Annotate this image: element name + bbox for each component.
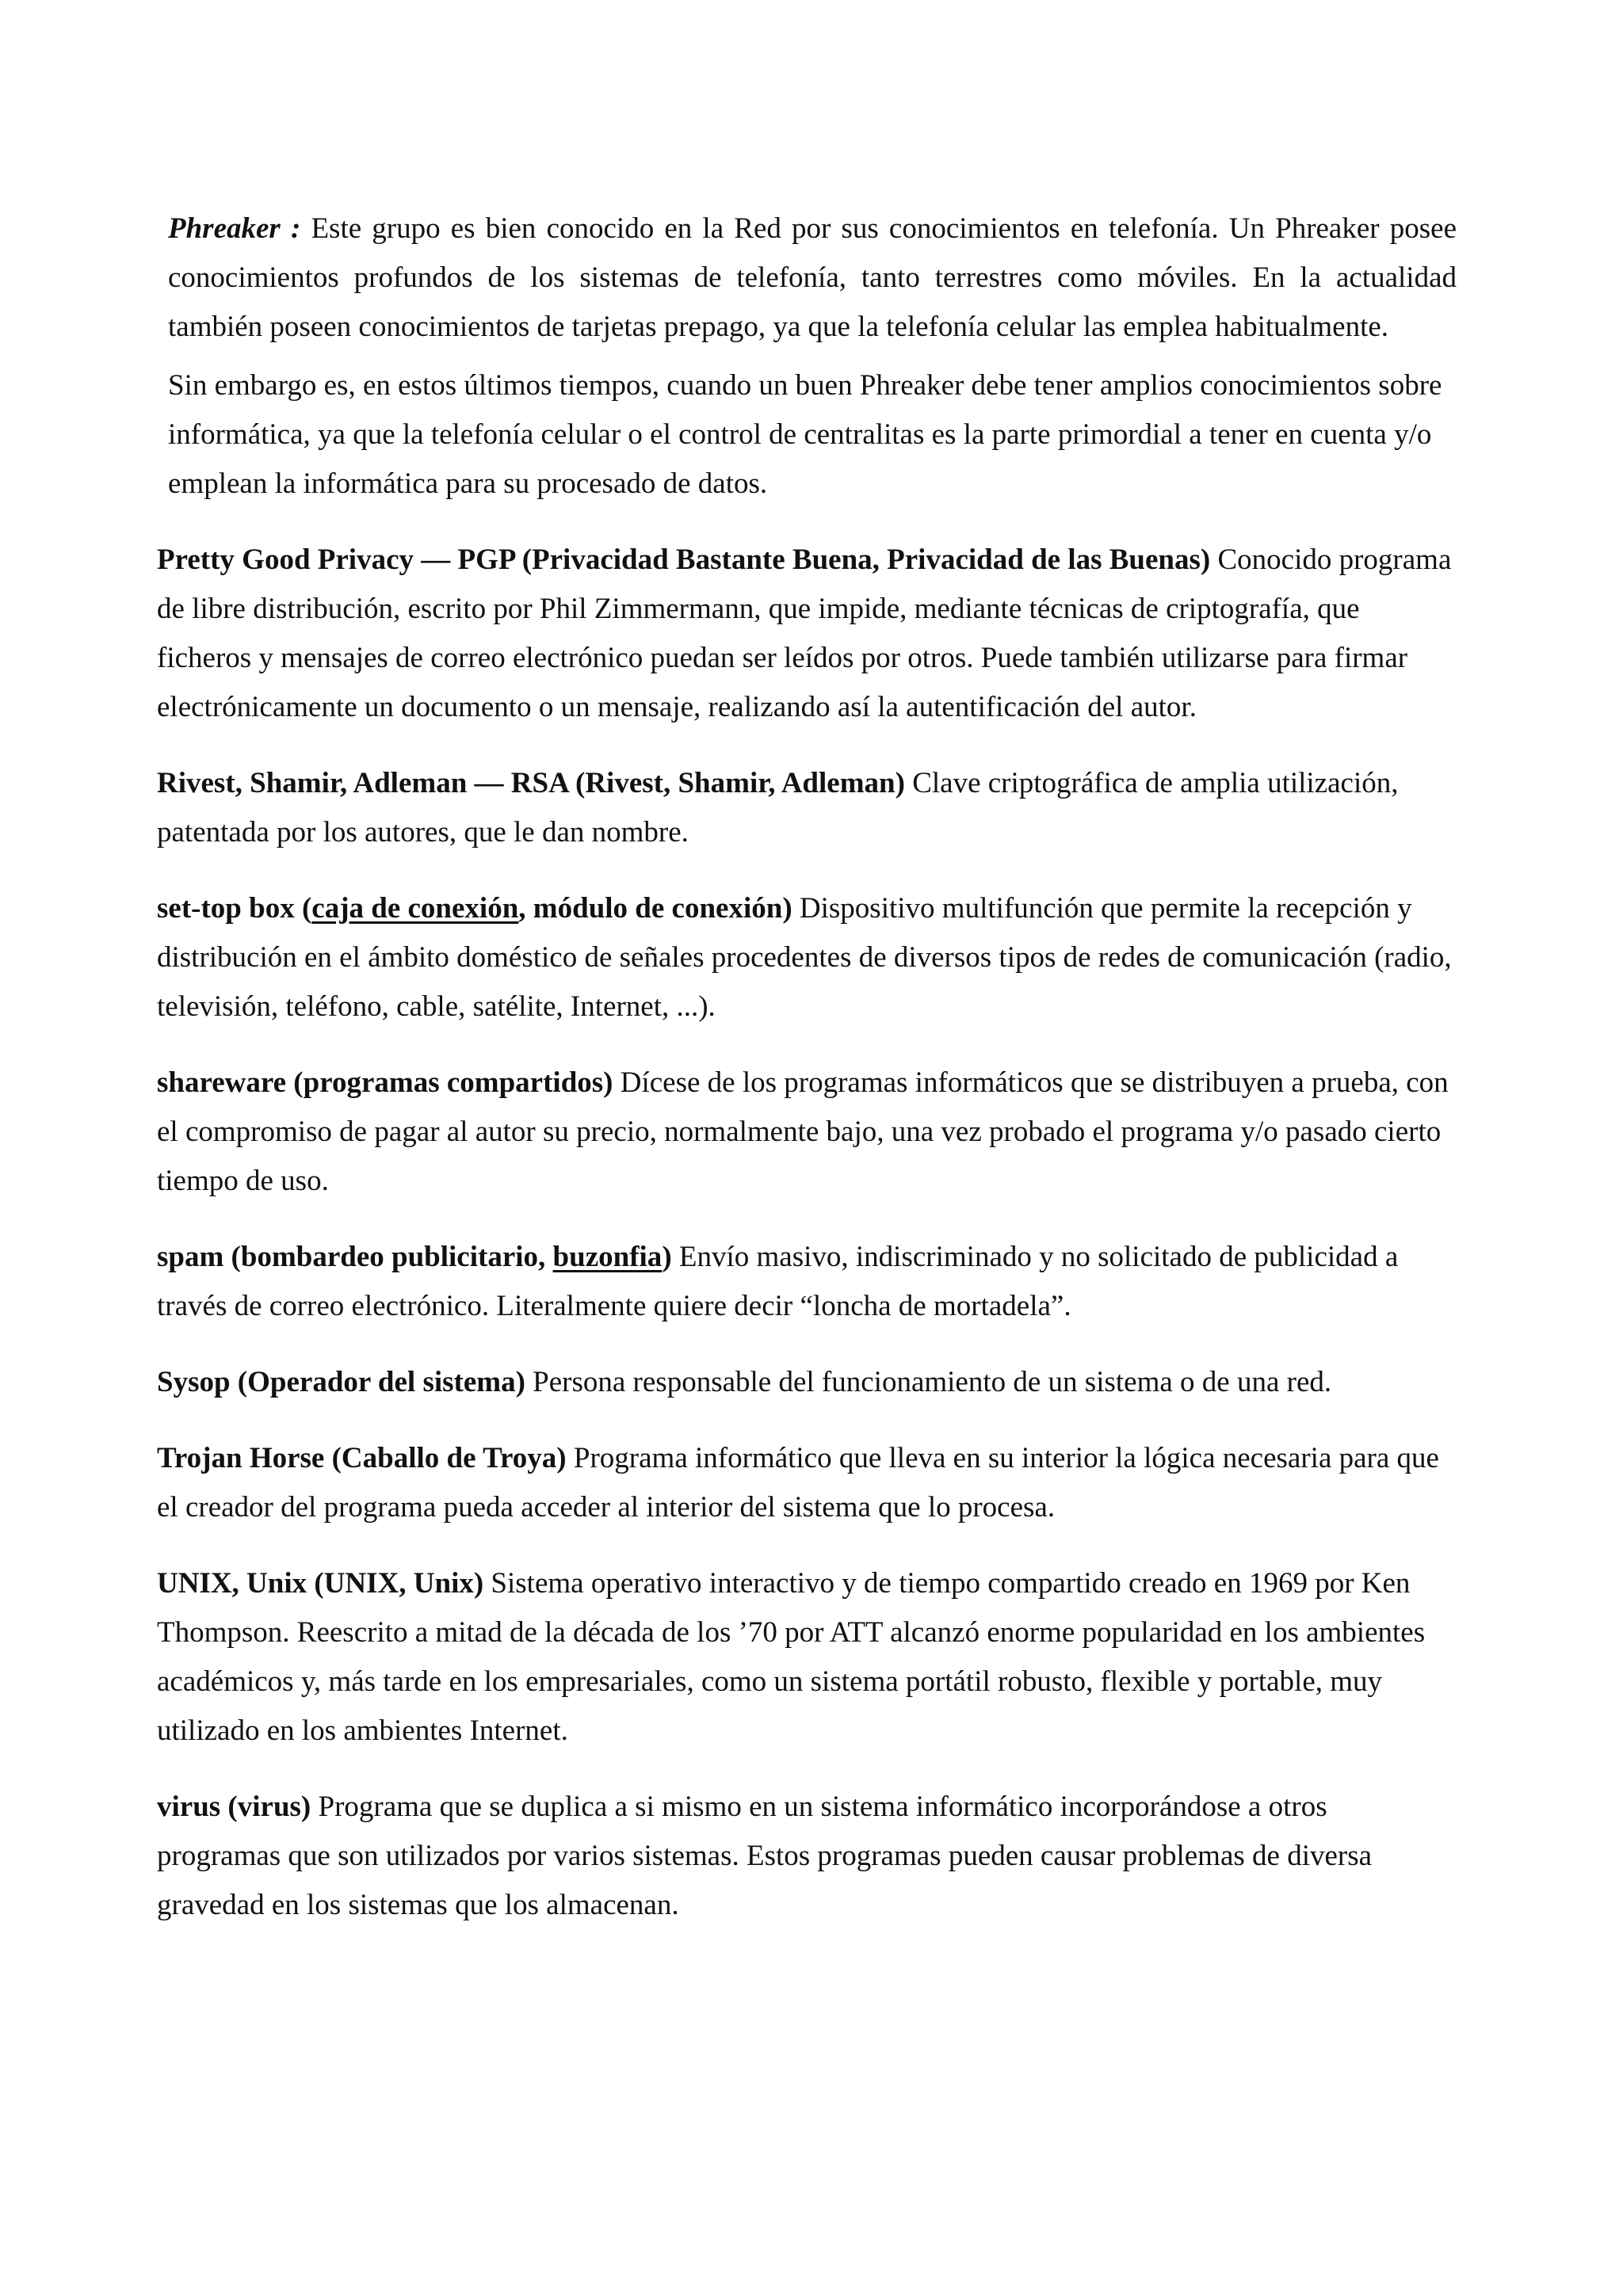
glossary-term: Rivest, Shamir, Adleman — RSA (Rivest, Shamir, Adleman) <box>157 767 905 799</box>
glossary-term: Phreaker : <box>168 212 301 245</box>
glossary-term: virus (virus) <box>157 1791 311 1823</box>
glossary-definition: Dícese de los programas informáticos que se distribuyen a prueba, con el compromiso de pagar al autor su precio, normalmente bajo, una vez probado el programa y/o pasado cierto tiempo de uso. <box>157 1066 1449 1197</box>
glossary-definition: Persona responsable del funcionamiento de un sistema o de una red. <box>525 1366 1332 1398</box>
glossary-entry-phreaker <box>157 204 1457 352</box>
glossary-term: UNIX, Unix (UNIX, Unix) <box>157 1567 484 1600</box>
glossary-term-link[interactable]: caja de conexión <box>311 892 519 925</box>
glossary-definition: Sin embargo es, en estos últimos tiempos, cuando un buen Phreaker debe tener amplios conocimientos sobre informática, ya que la telefonía celular o el control de centralitas es la parte primordial a tener en cuenta y/o emplean la informática para su procesado de datos. <box>168 369 1442 500</box>
glossary-term: Sysop (Operador del sistema) <box>157 1366 525 1398</box>
glossary-entry-phreaker-continuation <box>157 361 1457 509</box>
glossary-term: shareware (programas compartidos) <box>157 1066 613 1099</box>
glossary-term-part: set-top box ( <box>157 892 312 925</box>
glossary-term <box>157 892 792 925</box>
glossary-term: Trojan Horse (Caballo de Troya) <box>157 1442 567 1474</box>
glossary-entry-sysop <box>157 1358 1457 1407</box>
glossary-entry-pgp <box>157 536 1457 732</box>
glossary-term: Pretty Good Privacy — PGP (Privacidad Bastante Buena, Privacidad de las Buenas) <box>157 543 1211 576</box>
glossary-entry-virus <box>157 1783 1457 1930</box>
glossary-term-link[interactable]: buzonfia <box>552 1241 663 1273</box>
glossary-definition: Dispositivo multifunción que permite la recepción y distribución en el ámbito doméstico de señales procedentes de diversos tipos de redes de comunicación (radio, televisión, teléfono, cable, satélite, Internet, ...). <box>157 892 1452 1023</box>
glossary-definition: Envío masivo, indiscriminado y no solicitado de publicidad a través de correo electrónico. Literalmente quiere decir “loncha de mortadela”. <box>157 1241 1399 1322</box>
glossary-definition: Conocido programa de libre distribución, escrito por Phil Zimmermann, que impide, mediante técnicas de criptografía, que ficheros y mensajes de correo electrónico puedan ser leídos por otros. Puede también utilizarse para firmar electrónicamente un documento o un mensaje, realizando así la autentificación del autor. <box>157 543 1452 723</box>
glossary-entry-trojan-horse <box>157 1434 1457 1532</box>
glossary-definition: Clave criptográfica de amplia utilización, patentada por los autores, que le dan nombre. <box>157 767 1399 849</box>
glossary-term <box>157 1241 672 1273</box>
glossary-entry-spam <box>157 1233 1457 1331</box>
glossary-term-part: , módulo de conexión) <box>518 892 792 925</box>
glossary-term-part: ) <box>662 1241 672 1273</box>
glossary-entry-rsa <box>157 759 1457 857</box>
glossary-definition: Programa informático que lleva en su interior la lógica necesaria para que el creador del programa pueda acceder al interior del sistema que lo procesa. <box>157 1442 1439 1524</box>
glossary-definition: Sistema operativo interactivo y de tiempo compartido creado en 1969 por Ken Thompson. Reescrito a mitad de la década de los ’70 por ATT alcanzó enorme popularidad en los ambientes académicos y, más tarde en los empresariales, como un sistema portátil robusto, flexible y portable, muy utilizado en los ambientes Internet. <box>157 1567 1426 1747</box>
glossary-term-part: spam (bombardeo publicitario, <box>157 1241 553 1273</box>
glossary-entry-unix <box>157 1559 1457 1756</box>
glossary-definition: Programa que se duplica a si mismo en un sistema informático incorporándose a otros programas que son utilizados por varios sistemas. Estos programas pueden causar problemas de diversa gravedad en los sistemas que los almacenan. <box>157 1791 1373 1921</box>
glossary-entry-set-top-box <box>157 884 1457 1032</box>
glossary-entry-shareware <box>157 1058 1457 1206</box>
document-page <box>157 204 1457 1957</box>
glossary-definition: Este grupo es bien conocido en la Red por sus conocimientos en telefonía. Un Phreaker posee conocimientos profundos de los sistemas de telefonía, tanto terrestres como móviles. En la actualidad también poseen conocimientos de tarjetas prepago, ya que la telefonía celular las emplea habitualmente. <box>168 212 1457 343</box>
